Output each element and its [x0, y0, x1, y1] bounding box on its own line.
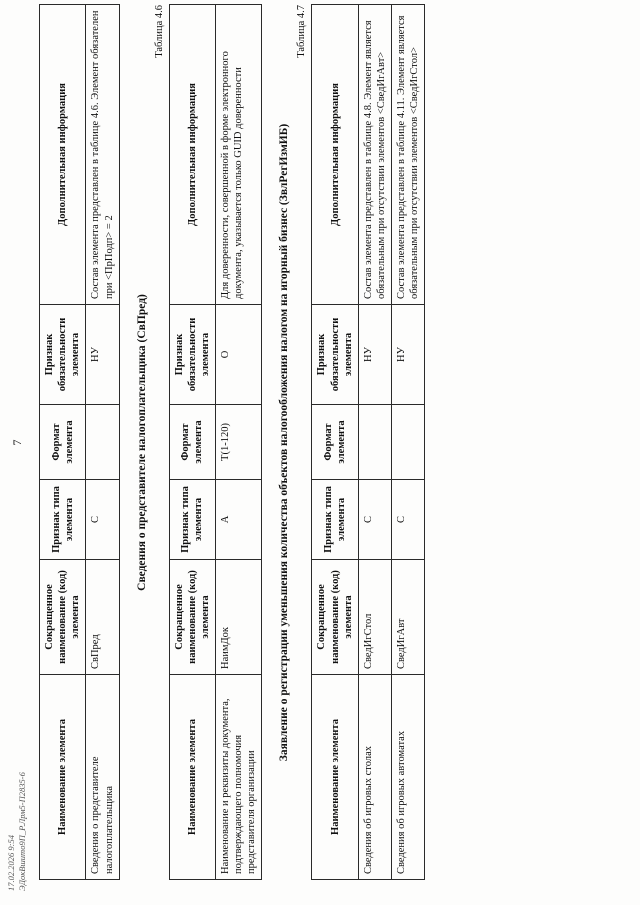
stamp-datetime: 17.02.2026 9:54 — [6, 835, 16, 891]
cell-element-type: С — [392, 480, 425, 560]
cell-element-required: НУ — [392, 305, 425, 405]
cell-element-required: НУ — [358, 305, 391, 405]
col-header-required: Признак обязательности элемента — [169, 305, 215, 405]
table-row — [216, 5, 262, 880]
table-caption-4-7: Таблица 4.7 — [296, 5, 308, 58]
cell-element-type: С — [86, 480, 119, 560]
cell-element-name: Наименование и реквизиты документа, подтверждающего полномочия представителя организации — [216, 675, 262, 880]
col-header-type: Признак типа элемента — [312, 480, 358, 560]
table-continuation-header — [40, 5, 86, 880]
cell-element-info: Состав элемента представлен в таблице 4.8. Элемент является обязательным при отсутствии элементов <СведИгАвт> — [358, 5, 391, 305]
section-heading-zvlregizmib: Заявление о регистрации уменьшения количества объектов налогообложения налогом на игорный бизнес (ЗвлРегИзмИБ) — [278, 123, 291, 762]
cell-element-code: СведИгСтол — [358, 560, 391, 675]
header-row — [40, 5, 86, 880]
col-header-name: Наименование элемента — [169, 675, 215, 880]
table-4-6 — [169, 4, 263, 880]
col-header-info: Дополнительная информация — [40, 5, 86, 305]
col-header-info: Дополнительная информация — [312, 5, 358, 305]
table-continuation — [39, 4, 120, 880]
col-header-name: Наименование элемента — [40, 675, 86, 880]
table-row — [86, 5, 119, 880]
cell-element-code: НаимДок — [216, 560, 262, 675]
col-header-format: Формат элемента — [312, 405, 358, 480]
cell-element-format — [392, 405, 425, 480]
col-header-info: Дополнительная информация — [169, 5, 215, 305]
col-header-type: Признак типа элемента — [169, 480, 215, 560]
cell-element-type: С — [358, 480, 391, 560]
cell-element-name: Сведения об игровых столах — [358, 675, 391, 880]
col-header-code: Сокращенное наименование (код) элемента — [40, 560, 86, 675]
cell-element-type: А — [216, 480, 262, 560]
cell-element-format — [86, 405, 119, 480]
stamp-code: ЭДокВшито9П_Р.Лрм5-П2835-6 — [17, 772, 28, 891]
header-row — [169, 5, 215, 880]
cell-element-info: Состав элемента представлен в таблице 4.11. Элемент является обязательным при отсутствии элементов <СведИгСтол> — [392, 5, 425, 305]
cell-element-name: Сведения об игровых автоматах — [392, 675, 425, 880]
table-4-7-header — [312, 5, 358, 880]
col-header-format: Формат элемента — [40, 405, 86, 480]
col-header-required: Признак обязательности элемента — [40, 305, 86, 405]
col-header-code: Сокращенное наименование (код) элемента — [169, 560, 215, 675]
table-row — [358, 5, 391, 880]
col-header-type: Признак типа элемента — [40, 480, 86, 560]
table-4-7 — [311, 4, 425, 880]
col-header-name: Наименование элемента — [312, 675, 358, 880]
table-4-6-header — [169, 5, 215, 880]
cell-element-info: Состав элемента представлен в таблице 4.6. Элемент обязателен при <ПрПодп> = 2 — [86, 5, 119, 305]
cell-element-code: СведИгАвт — [392, 560, 425, 675]
cell-element-format: Т(1-120) — [216, 405, 262, 480]
cell-element-info: Для доверенности, совершенной в форме электронного документа, указывается только GUID доверенности — [216, 5, 262, 305]
cell-element-format — [358, 405, 391, 480]
page-number: 7 — [10, 439, 24, 446]
col-header-code: Сокращенное наименование (код) элемента — [312, 560, 358, 675]
section-heading-svpred: Сведения о представителе налогоплательщика (СвПред) — [135, 294, 148, 591]
cell-element-code: СвПред — [86, 560, 119, 675]
header-row — [312, 5, 358, 880]
col-header-format: Формат элемента — [169, 405, 215, 480]
table-caption-4-6: Таблица 4.6 — [153, 5, 165, 58]
cell-element-name: Сведения о представителе налогоплательщика — [86, 675, 119, 880]
cell-element-required: НУ — [86, 305, 119, 405]
cell-element-required: О — [216, 305, 262, 405]
table-row — [392, 5, 425, 880]
col-header-required: Признак обязательности элемента — [312, 305, 358, 405]
edocument-stamp — [6, 772, 29, 891]
